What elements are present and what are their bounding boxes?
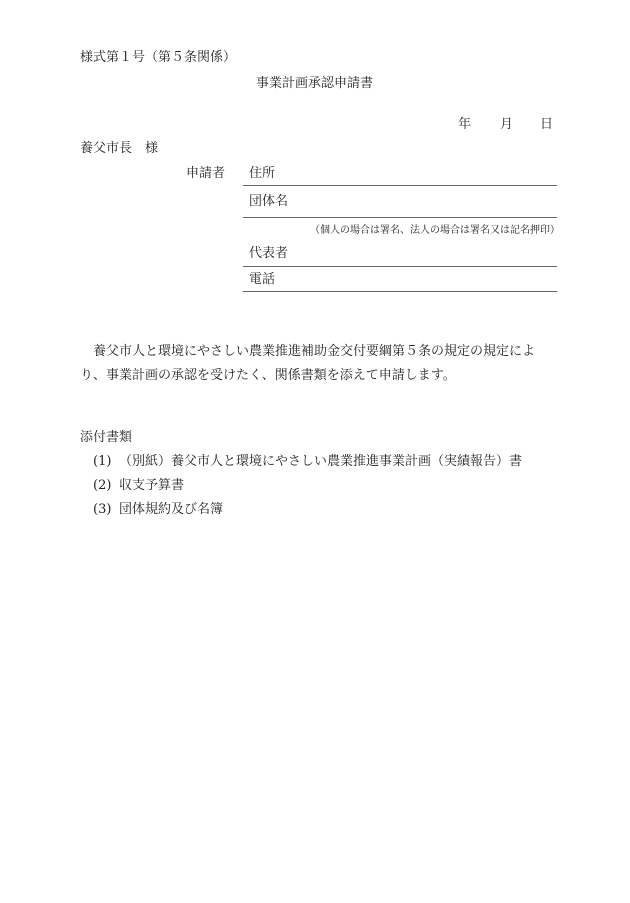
date-month: 月 (500, 117, 514, 132)
attachment-number: (1) (93, 454, 112, 469)
date-year: 年 (458, 117, 472, 132)
form-number: 様式第１号（第５条関係） (80, 50, 237, 65)
representative-field-line (243, 266, 557, 267)
attachment-number: (2) (93, 478, 112, 493)
attachment-item: 収支予算書 (119, 478, 185, 493)
document-title: 事業計画承認申請書 (256, 76, 374, 91)
body-line-2: り、事業計画の承認を受けたく、関係書類を添えて申請します。 (80, 368, 456, 383)
date-day: 日 (540, 117, 554, 132)
attachment-item: （別紙）養父市人と環境にやさしい農業推進事業計画（実績報告）書 (119, 454, 523, 469)
attachment-item: 団体規約及び名簿 (119, 502, 224, 517)
organization-field-line (243, 217, 557, 218)
address-field-line (243, 185, 557, 186)
phone-field-line (243, 291, 557, 292)
organization-label: 団体名 (249, 194, 289, 209)
addressee: 養父市長 様 (80, 141, 159, 156)
attachment-number: (3) (93, 502, 112, 517)
address-label: 住所 (249, 166, 276, 181)
representative-label: 代表者 (249, 246, 289, 261)
applicant-label: 申請者 (186, 166, 226, 181)
signature-note: （個人の場合は署名、法人の場合は署名又は記名押印） (310, 225, 560, 236)
phone-label: 電話 (249, 272, 276, 287)
attachments-heading: 添付書類 (80, 430, 133, 445)
body-line-1: 養父市人と環境にやさしい農業推進補助金交付要綱第５条の規定の規定によ (93, 344, 536, 359)
